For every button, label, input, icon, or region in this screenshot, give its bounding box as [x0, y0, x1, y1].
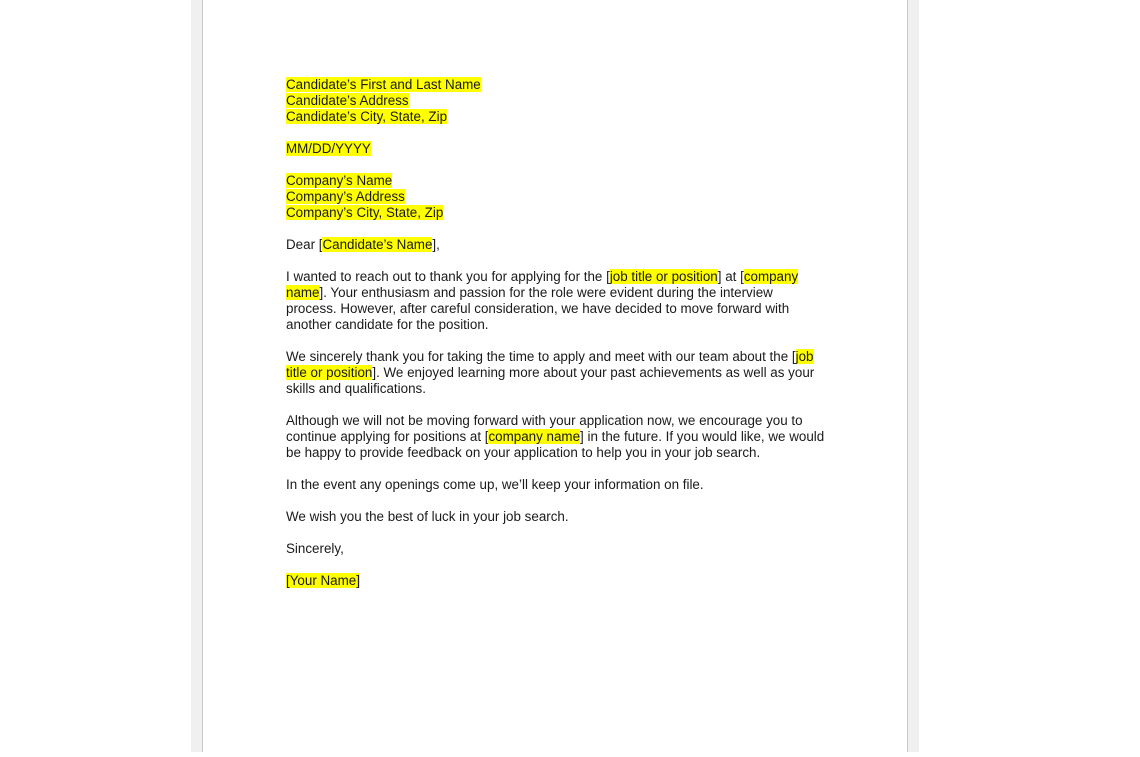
right-gutter	[908, 0, 919, 752]
company-name-placeholder: Company’s Name	[286, 173, 393, 188]
paragraph-5: We wish you the best of luck in your job search.	[286, 509, 569, 524]
left-gutter	[191, 0, 202, 752]
candidate-address-block	[286, 77, 826, 125]
document-page	[202, 0, 908, 752]
date-placeholder: MM/DD/YYYY	[286, 141, 371, 156]
job-title-placeholder: job title or position	[286, 349, 814, 380]
paragraph-4: In the event any openings come up, we’ll keep your information on file.	[286, 477, 704, 492]
paragraph-3: Although we will not be moving forward with your application now, we encourage you to continue applying for positions at [company name] in the future. If you would like, we would be happy to provide feedback on your application to help you in your job search.	[286, 413, 825, 460]
company-name-inline-placeholder: company name	[488, 429, 581, 444]
salutation: Dear [Candidate’s Name],	[286, 237, 440, 252]
paragraph-2: We sincerely thank you for taking the time to apply and meet with our team about the [job title or position]. We enjoyed learning more about your past achievements as well as your skills and qualifications.	[286, 349, 815, 396]
candidate-address-placeholder: Candidate’s Address	[286, 93, 409, 108]
letter-body[interactable]	[286, 77, 826, 605]
signature-line	[286, 573, 826, 589]
candidate-name-placeholder: Candidate’s First and Last Name	[286, 77, 481, 92]
job-title-placeholder: job title or position	[609, 269, 718, 284]
salutation-name-placeholder: Candidate’s Name	[322, 237, 433, 252]
company-city-placeholder: Company’s City, State, Zip	[286, 205, 444, 220]
paragraph-1: I wanted to reach out to thank you for applying for the [job title or position] at [company name]. Your enthusiasm and passion for the role were evident during the interview process. However, after careful consideration, we have decided to move forward with another candidate for the position.	[286, 269, 799, 332]
signature-placeholder: [Your Name]	[286, 573, 360, 588]
candidate-city-placeholder: Candidate’s City, State, Zip	[286, 109, 448, 124]
company-address-placeholder: Company’s Address	[286, 189, 405, 204]
closing: Sincerely,	[286, 541, 344, 556]
company-name-inline-placeholder: company name	[286, 269, 799, 300]
date-line	[286, 141, 826, 157]
company-address-block	[286, 173, 826, 221]
